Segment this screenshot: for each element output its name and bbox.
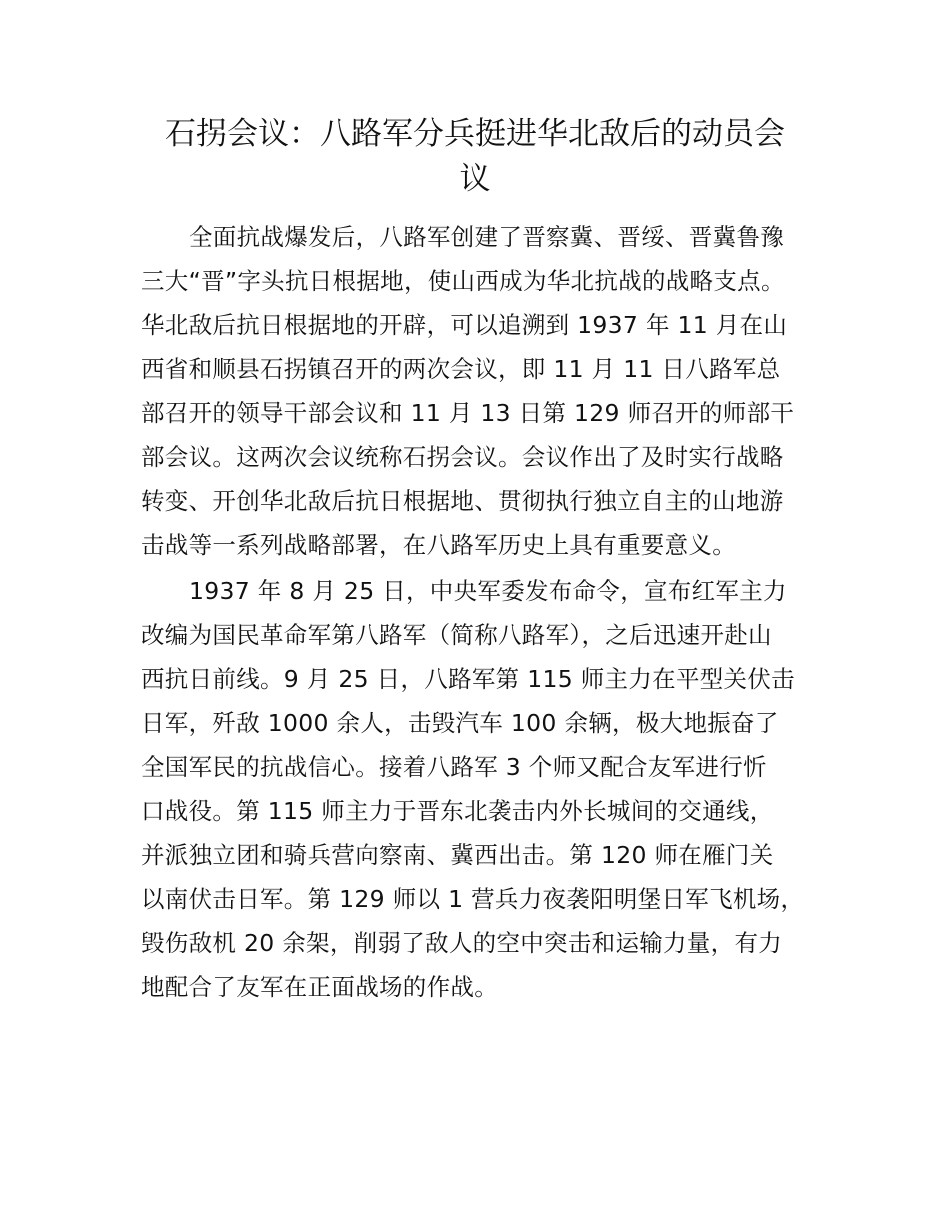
paragraph-line: 部召开的领导干部会议和 11 月 13 日第 129 师召开的师部干 — [141, 399, 795, 427]
title-line: 议 — [459, 161, 491, 197]
paragraph-line: 日军，歼敌 1000 余人，击毁汽车 100 余辆，极大地振奋了 — [141, 709, 779, 737]
paragraph-line: 西抗日前线。9 月 25 日，八路军第 115 师主力在平型关伏击 — [141, 665, 795, 693]
paragraph-line: 地配合了友军在正面战场的作战。 — [141, 973, 498, 1001]
paragraph-line: 毁伤敌机 20 余架，削弱了敌人的空中突击和运输力量，有力 — [141, 929, 783, 957]
paragraph-line: 华北敌后抗日根据地的开辟，可以追溯到 1937 年 11 月在山 — [141, 311, 788, 339]
paragraph-line: 口战役。第 115 师主力于晋东北袭击内外长城间的交通线， — [141, 797, 774, 825]
paragraph-2 — [141, 569, 841, 1009]
title-line: 石拐会议：八路军分兵挺进华北敌后的动员会 — [165, 116, 785, 152]
paragraph-line: 三大“晋”字头抗日根据地，使山西成为华北抗战的战略支点。 — [141, 267, 785, 295]
paragraph-line: 击战等一系列战略部署，在八路军历史上具有重要意义。 — [141, 531, 736, 559]
paragraph-line: 并派独立团和骑兵营向察南、冀西出击。第 120 师在雁门关 — [141, 841, 774, 869]
paragraph-line: 部会议。这两次会议统称石拐会议。会议作出了及时实行战略 — [141, 443, 784, 471]
paragraph-line: 1937 年 8 月 25 日，中央军委发布命令，宣布红军主力 — [189, 577, 787, 605]
paragraph-line: 全国军民的抗战信心。接着八路军 3 个师又配合友军进行忻 — [141, 753, 767, 781]
paragraph-line: 全面抗战爆发后，八路军创建了晋察冀、晋绥、晋冀鲁豫 — [189, 223, 784, 251]
paragraph-line: 改编为国民革命军第八路军（简称八路军），之后迅速开赴山 — [141, 621, 772, 649]
document-title — [120, 112, 830, 202]
paragraph-line: 转变、开创华北敌后抗日根据地、贯彻执行独立自主的山地游 — [141, 487, 784, 515]
paragraph-line: 西省和顺县石拐镇召开的两次会议，即 11 月 11 日八路军总 — [141, 355, 781, 383]
paragraph-line: 以南伏击日军。第 129 师以 1 营兵力夜袭阳明堡日军飞机场， — [141, 885, 805, 913]
paragraph-1 — [141, 215, 841, 567]
